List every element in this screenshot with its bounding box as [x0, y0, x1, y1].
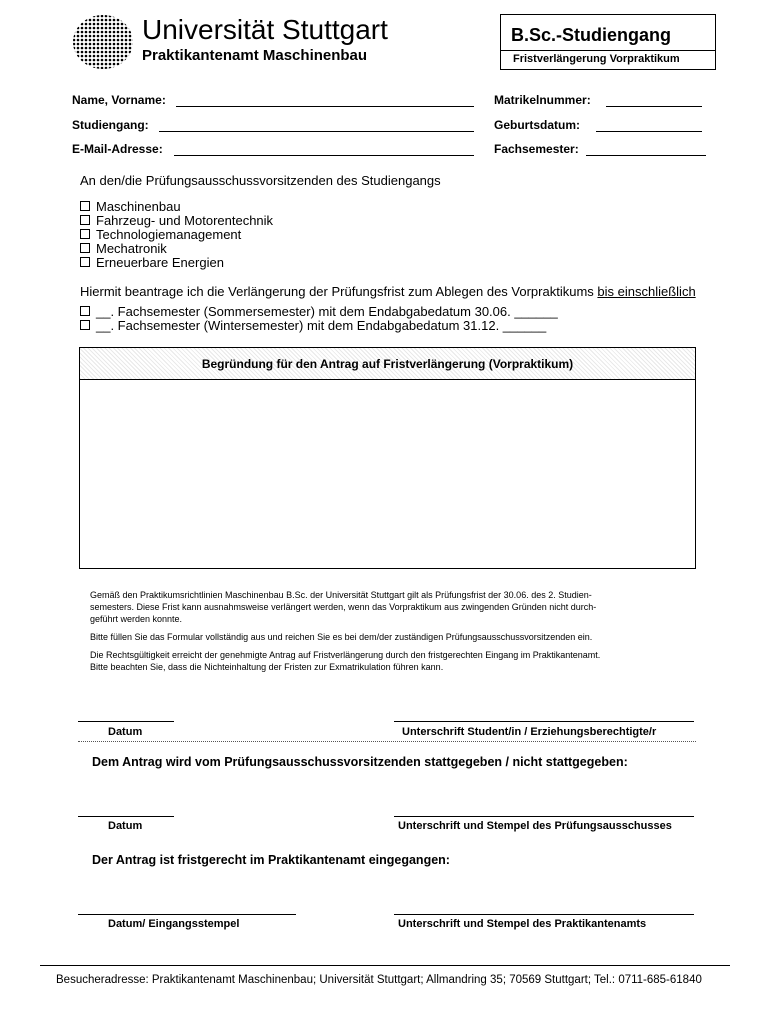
- office-sig-line[interactable]: [394, 914, 694, 915]
- datum1-label: Datum: [108, 726, 143, 738]
- datum3-line[interactable]: [78, 914, 296, 915]
- fachsemester-field[interactable]: [586, 155, 706, 156]
- decision-text: Dem Antrag wird vom Prüfungsausschussvorsitzenden stattgegeben / nicht stattgegeben:: [92, 755, 628, 769]
- program-title: B.Sc.-Studiengang: [511, 25, 672, 45]
- studiengang-label: Studiengang:: [72, 118, 149, 132]
- reason-box-header: [80, 348, 695, 380]
- checkbox-icon[interactable]: [80, 215, 90, 225]
- program-box-divider: [501, 50, 715, 51]
- reason-box-title: Begründung für den Antrag auf Fristverlängerung (Vorpraktikum): [201, 356, 574, 371]
- request-text: Hiermit beantrage ich die Verlängerung der Prüfungsfrist zum Ablegen des Vorpraktikums bis einschließlich: [80, 284, 696, 299]
- checkbox-icon[interactable]: [80, 306, 90, 316]
- notes: Gemäß den Praktikumsrichtlinien Maschinenbau B.Sc. der Universität Stuttgart gilt als Prüfungsfrist der 30.06. des 2. Studien- semesters. Diese Frist kann ausnahmsweise verlängert werden, wenn das Vorpraktikum aus zwingenden Gründen nicht durch- geführt werden konnte. Bitte füllen Sie das Formular vollständig aus und reichen Sie es bei dem/der zuständigen Prüfungsausschussvorsitzenden ein. Die Rechtsgültigkeit erreicht der genehmigte Antrag auf Fristverlängerung durch den fristgerechten Eingang im Praktikantenamt. Bitte beachten Sie, dass die Nichteinhaltung der Fristen zur Exmatrikulation führen kann.: [90, 590, 601, 672]
- checkbox-icon[interactable]: [80, 201, 90, 211]
- university-logo: [72, 14, 134, 70]
- program-option[interactable]: Erneuerbare Energien: [80, 256, 273, 270]
- dashed-separator: [78, 741, 696, 742]
- department-name: Praktikantenamt Maschinenbau: [142, 47, 368, 64]
- email-label: E-Mail-Adresse:: [72, 142, 163, 156]
- program-option[interactable]: Fahrzeug- und Motorentechnik: [80, 214, 273, 228]
- checkbox-icon[interactable]: [80, 320, 90, 330]
- footer-address: Besucheradresse: Praktikantenamt Maschinenbau; Universität Stuttgart; Allmandring 35; 70569 Stuttgart; Tel.: 0711-685-61840: [56, 974, 702, 986]
- program-box: [500, 14, 716, 70]
- request-underlined: bis einschließlich: [597, 284, 696, 299]
- reason-box[interactable]: [79, 347, 696, 569]
- checkbox-icon[interactable]: [80, 243, 90, 253]
- request-options: [80, 305, 558, 333]
- semester-option-summer[interactable]: __. Fachsemester (Sommersemester) mit dem Endabgabedatum 30.06. ______: [80, 305, 558, 319]
- name-label: Name, Vorname:: [72, 93, 166, 107]
- studiengang-field[interactable]: [159, 131, 474, 132]
- addressee-text: An den/die Prüfungsausschussvorsitzenden des Studiengangs: [80, 173, 441, 188]
- checkbox-icon[interactable]: [80, 257, 90, 267]
- committee-sig-label: Unterschrift und Stempel des Prüfungsausschusses: [398, 820, 672, 832]
- student-sig-label: Unterschrift Student/in / Erziehungsberechtigte/r: [402, 726, 657, 738]
- datum3-label: Datum/ Eingangsstempel: [108, 918, 240, 930]
- program-option[interactable]: Mechatronik: [80, 242, 273, 256]
- program-subtitle: Fristverlängerung Vorpraktikum: [513, 53, 680, 65]
- datum2-label: Datum: [108, 820, 143, 832]
- semester-option-winter[interactable]: __. Fachsemester (Wintersemester) mit dem Endabgabedatum 31.12. ______: [80, 319, 558, 333]
- university-name: Universität Stuttgart: [142, 14, 388, 45]
- student-sig-line[interactable]: [394, 721, 694, 722]
- geburtsdatum-field[interactable]: [596, 131, 702, 132]
- program-list: [80, 200, 273, 270]
- name-field[interactable]: [176, 106, 474, 107]
- email-field[interactable]: [174, 155, 474, 156]
- checkbox-icon[interactable]: [80, 229, 90, 239]
- received-text: Der Antrag ist fristgerecht im Praktikantenamt eingegangen:: [92, 853, 450, 867]
- committee-sig-line[interactable]: [394, 816, 694, 817]
- program-option[interactable]: Maschinenbau: [80, 200, 273, 214]
- matrikel-label: Matrikelnummer:: [494, 93, 591, 107]
- matrikel-field[interactable]: [606, 106, 702, 107]
- office-sig-label: Unterschrift und Stempel des Praktikantenamts: [398, 918, 647, 930]
- datum2-line[interactable]: [78, 816, 174, 817]
- datum1-line[interactable]: [78, 721, 174, 722]
- footer-rule: [40, 965, 730, 966]
- geburtsdatum-label: Geburtsdatum:: [494, 118, 581, 132]
- fachsemester-label: Fachsemester:: [494, 142, 579, 156]
- program-option[interactable]: Technologiemanagement: [80, 228, 273, 242]
